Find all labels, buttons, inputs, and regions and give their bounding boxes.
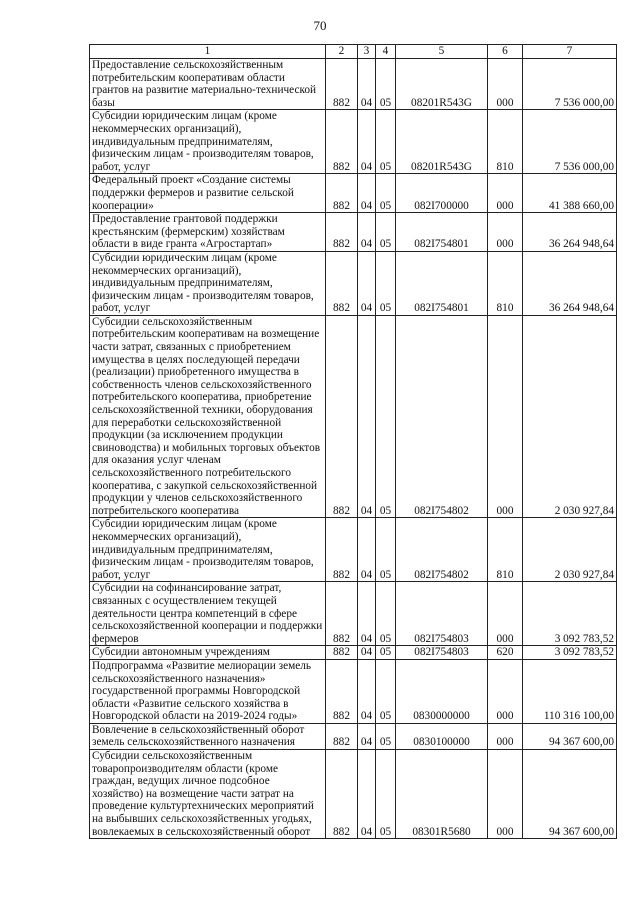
row-amount: 110 316 100,00 (523, 659, 617, 723)
row-section: 04 (358, 723, 376, 749)
row-amount: 7 536 000,00 (523, 110, 617, 174)
row-name: Субсидии юридическим лицам (кроме некоммерческих организаций), индивидуальным предпринимателям, физическим лицам - производителям товаров, работ, услуг (90, 518, 326, 582)
row-subsection: 05 (376, 59, 396, 110)
row-section: 04 (358, 582, 376, 646)
header-cell: 4 (376, 45, 396, 59)
row-target-article: 082I754802 (396, 518, 488, 582)
row-ministry-code: 882 (326, 251, 358, 315)
row-name: Федеральный проект «Создание системы поддержки фермеров и развитие сельской кооперации» (90, 174, 326, 213)
header-cell: 6 (488, 45, 523, 59)
row-section: 04 (358, 518, 376, 582)
row-target-article: 082I754803 (396, 646, 488, 660)
row-target-article: 08301R5680 (396, 750, 488, 839)
row-expense-type: 000 (488, 723, 523, 749)
row-target-article: 082I754803 (396, 582, 488, 646)
table-row (90, 59, 617, 110)
row-name: Субсидии сельскохозяйственным товаропроизводителям области (кроме граждан, ведущих личное подсобное хозяйство) на возмещение части затрат на проведение культуртехнических мероприятий на выбывших сельскохозяйственных угодьях, вовлекаемых в сельскохозяйственный оборот (90, 750, 326, 839)
row-subsection: 05 (376, 723, 396, 749)
row-section: 04 (358, 646, 376, 660)
row-subsection: 05 (376, 213, 396, 252)
row-subsection: 05 (376, 582, 396, 646)
row-subsection: 05 (376, 110, 396, 174)
row-target-article: 082I754801 (396, 251, 488, 315)
row-expense-type: 000 (488, 59, 523, 110)
row-expense-type: 810 (488, 518, 523, 582)
row-ministry-code: 882 (326, 723, 358, 749)
row-ministry-code: 882 (326, 174, 358, 213)
row-target-article: 0830000000 (396, 659, 488, 723)
row-ministry-code: 882 (326, 518, 358, 582)
row-subsection: 05 (376, 315, 396, 518)
row-name: Субсидии на софинансирование затрат, связанных с осуществлением текущей деятельности центра компетенций в сфере сельскохозяйственной кооперации и поддержки фермеров (90, 582, 326, 646)
row-ministry-code: 882 (326, 750, 358, 839)
row-target-article: 082I700000 (396, 174, 488, 213)
row-expense-type: 810 (488, 110, 523, 174)
row-amount: 94 367 600,00 (523, 723, 617, 749)
header-cell: 2 (326, 45, 358, 59)
row-expense-type: 620 (488, 646, 523, 660)
header-cell: 5 (396, 45, 488, 59)
row-ministry-code: 882 (326, 659, 358, 723)
row-section: 04 (358, 213, 376, 252)
row-section: 04 (358, 110, 376, 174)
row-name: Субсидии юридическим лицам (кроме некоммерческих организаций), индивидуальным предпринимателям, физическим лицам - производителям товаров, работ, услуг (90, 251, 326, 315)
row-amount: 94 367 600,00 (523, 750, 617, 839)
row-amount: 7 536 000,00 (523, 59, 617, 110)
row-expense-type: 000 (488, 213, 523, 252)
row-amount: 3 092 783,52 (523, 582, 617, 646)
row-subsection: 05 (376, 174, 396, 213)
row-ministry-code: 882 (326, 582, 358, 646)
row-section: 04 (358, 750, 376, 839)
row-target-article: 08201R543G (396, 110, 488, 174)
header-row (90, 45, 617, 59)
header-cell: 7 (523, 45, 617, 59)
row-section: 04 (358, 315, 376, 518)
table-row (90, 174, 617, 213)
row-subsection: 05 (376, 659, 396, 723)
table-row (90, 646, 617, 660)
row-amount: 3 092 783,52 (523, 646, 617, 660)
row-section: 04 (358, 251, 376, 315)
row-name: Вовлечение в сельскохозяйственный оборот земель сельскохозяйственного назначения (90, 723, 326, 749)
row-amount: 2 030 927,84 (523, 518, 617, 582)
table-row (90, 110, 617, 174)
row-subsection: 05 (376, 646, 396, 660)
row-target-article: 0830100000 (396, 723, 488, 749)
table-row (90, 251, 617, 315)
table-row (90, 518, 617, 582)
row-section: 04 (358, 659, 376, 723)
row-subsection: 05 (376, 251, 396, 315)
row-name: Предоставление сельскохозяйственным потребительским кооперативам области грантов на развитие материально-технической базы (90, 59, 326, 110)
row-ministry-code: 882 (326, 59, 358, 110)
row-amount: 2 030 927,84 (523, 315, 617, 518)
table-row (90, 659, 617, 723)
row-amount: 36 264 948,64 (523, 251, 617, 315)
row-target-article: 08201R543G (396, 59, 488, 110)
table-row (90, 315, 617, 518)
row-amount: 41 388 660,00 (523, 174, 617, 213)
row-ministry-code: 882 (326, 646, 358, 660)
budget-table (89, 44, 617, 839)
row-expense-type: 000 (488, 750, 523, 839)
table-row (90, 582, 617, 646)
header-cell: 1 (90, 45, 326, 59)
row-ministry-code: 882 (326, 213, 358, 252)
table-row (90, 213, 617, 252)
row-section: 04 (358, 59, 376, 110)
row-expense-type: 000 (488, 174, 523, 213)
table-row (90, 723, 617, 749)
row-expense-type: 000 (488, 315, 523, 518)
row-ministry-code: 882 (326, 110, 358, 174)
row-name: Подпрограмма «Развитие мелиорации земель сельскохозяйственного назначения» государственной программы Новгородской области «Развитие сельского хозяйства в Новгородской области на 2019-2024 годы» (90, 659, 326, 723)
row-name: Субсидии юридическим лицам (кроме некоммерческих организаций), индивидуальным предпринимателям, физическим лицам - производителям товаров, работ, услуг (90, 110, 326, 174)
row-name: Предоставление грантовой поддержки крестьянским (фермерским) хозяйствам области в виде гранта «Агростартап» (90, 213, 326, 252)
row-target-article: 082I754801 (396, 213, 488, 252)
row-ministry-code: 882 (326, 315, 358, 518)
row-subsection: 05 (376, 518, 396, 582)
row-amount: 36 264 948,64 (523, 213, 617, 252)
row-name: Субсидии сельскохозяйственным потребительским кооперативам на возмещение части затрат, связанных с приобретением имущества в целях последующей передачи (реализации) приобретенного имущества в собственность членов сельскохозяйственного потребительского кооператива, приобретение сельскохозяйственной техники, оборудования для переработки сельскохозяйственной продукции (за исключением продукции свиноводства) и мобильных торговых объектов для оказания услуг членам сельскохозяйственного потребительского кооператива, с закупкой сельскохозяйственной продукции у членов сельскохозяйственного потребительского кооператива (90, 315, 326, 518)
row-name: Субсидии автономным учреждениям (90, 646, 326, 660)
row-expense-type: 000 (488, 582, 523, 646)
row-subsection: 05 (376, 750, 396, 839)
table-row (90, 750, 617, 839)
header-cell: 3 (358, 45, 376, 59)
row-expense-type: 810 (488, 251, 523, 315)
row-section: 04 (358, 174, 376, 213)
page-number: 70 (313, 18, 327, 33)
row-target-article: 082I754802 (396, 315, 488, 518)
row-expense-type: 000 (488, 659, 523, 723)
